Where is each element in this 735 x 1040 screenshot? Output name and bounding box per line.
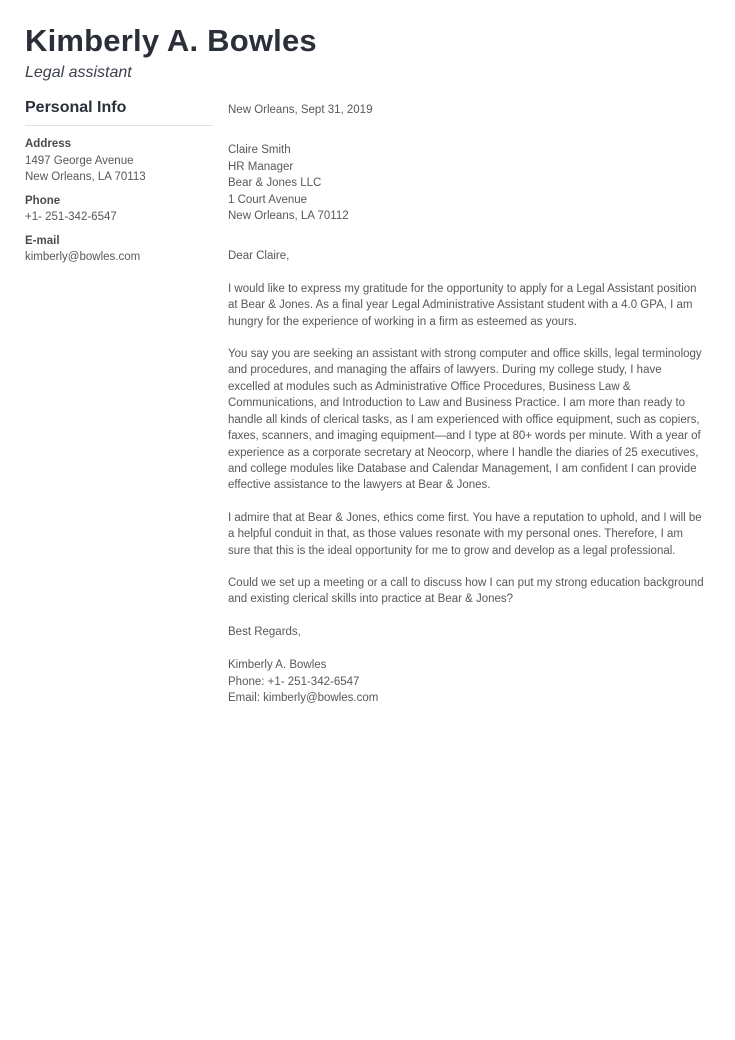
closing: Best Regards,: [228, 625, 301, 638]
signature-email: Email: kimberly@bowles.com: [228, 691, 379, 704]
paragraph-intro: I would like to express my gratitude for the opportunity to apply for a Legal Assistant position at Bear & Jones. As a final year Legal Administrative Assistant student with a 4.0 GPA, I am hungry for the experience of working in a firm as esteemed as yours.: [228, 282, 697, 328]
sidebar-heading: Personal Info: [25, 99, 213, 126]
sidebar-section-phone: [25, 193, 213, 226]
paragraph-skills: You say you are seeking an assistant with strong computer and office skills, legal terminology and procedures, and managing the affairs of lawyers. During my college study, I have excelled at modules such as Administrative Office Procedures, Business Law & Communications, and Introduction to Law and Business Practice. I am more than ready to handle all kinds of clerical tasks, as I am experienced with office equipment, such as copiers, faxes, scanners, and imaging equipment—and I type at 80+ words per minute. With a year of experience as a corporate secretary at Neocorp, where I handle the diaries of 25 executives, and college modules like Database and Calendar Management, I am confident I can provide effective assistance to the lawyers at Bear & Jones.: [228, 348, 702, 492]
recipient-street: 1 Court Avenue: [228, 193, 308, 206]
recipient-city: New Orleans, LA 70112: [228, 210, 349, 223]
recipient-role: HR Manager: [228, 160, 294, 173]
recipient-block: [228, 142, 706, 224]
email-label: E-mail: [25, 234, 60, 247]
signature-name: Kimberly A. Bowles: [228, 659, 327, 672]
recipient-company: Bear & Jones LLC: [228, 177, 322, 190]
address-line: 1497 George Avenue: [25, 154, 134, 167]
date-line: New Orleans, Sept 31, 2019: [228, 104, 373, 116]
sidebar-section-email: [25, 233, 213, 266]
address-line: New Orleans, LA 70113: [25, 171, 146, 183]
person-name: Kimberly A. Bowles: [25, 23, 317, 58]
signature-phone: Phone: +1- 251-342-6547: [228, 675, 360, 688]
doc-header: [25, 22, 706, 83]
email-value: kimberly@bowles.com: [25, 251, 141, 263]
phone-value: +1- 251-342-6547: [25, 211, 117, 223]
sidebar-section-address: [25, 136, 213, 186]
recipient-name: Claire Smith: [228, 144, 291, 157]
salutation: Dear Claire,: [228, 250, 290, 263]
address-label: Address: [25, 138, 72, 150]
letter-body: [228, 99, 706, 706]
content-columns: [25, 99, 706, 706]
paragraph-values: I admire that at Bear & Jones, ethics come first. You have a reputation to uphold, and I will be a helpful conduit in that, as those values resonate with my personal ones. Therefore, I am sure that this is the ideal opportunity for me to grow and develop as a legal professional.: [228, 511, 702, 557]
phone-label: Phone: [25, 194, 61, 207]
job-title: Legal assistant: [25, 64, 132, 81]
personal-info-sidebar: [25, 99, 213, 273]
paragraph-call-to-action: Could we set up a meeting or a call to discuss how I can put my strong education background and existing clerical skills into practice at Bear & Jones?: [228, 576, 704, 606]
signature-block: [228, 657, 706, 706]
